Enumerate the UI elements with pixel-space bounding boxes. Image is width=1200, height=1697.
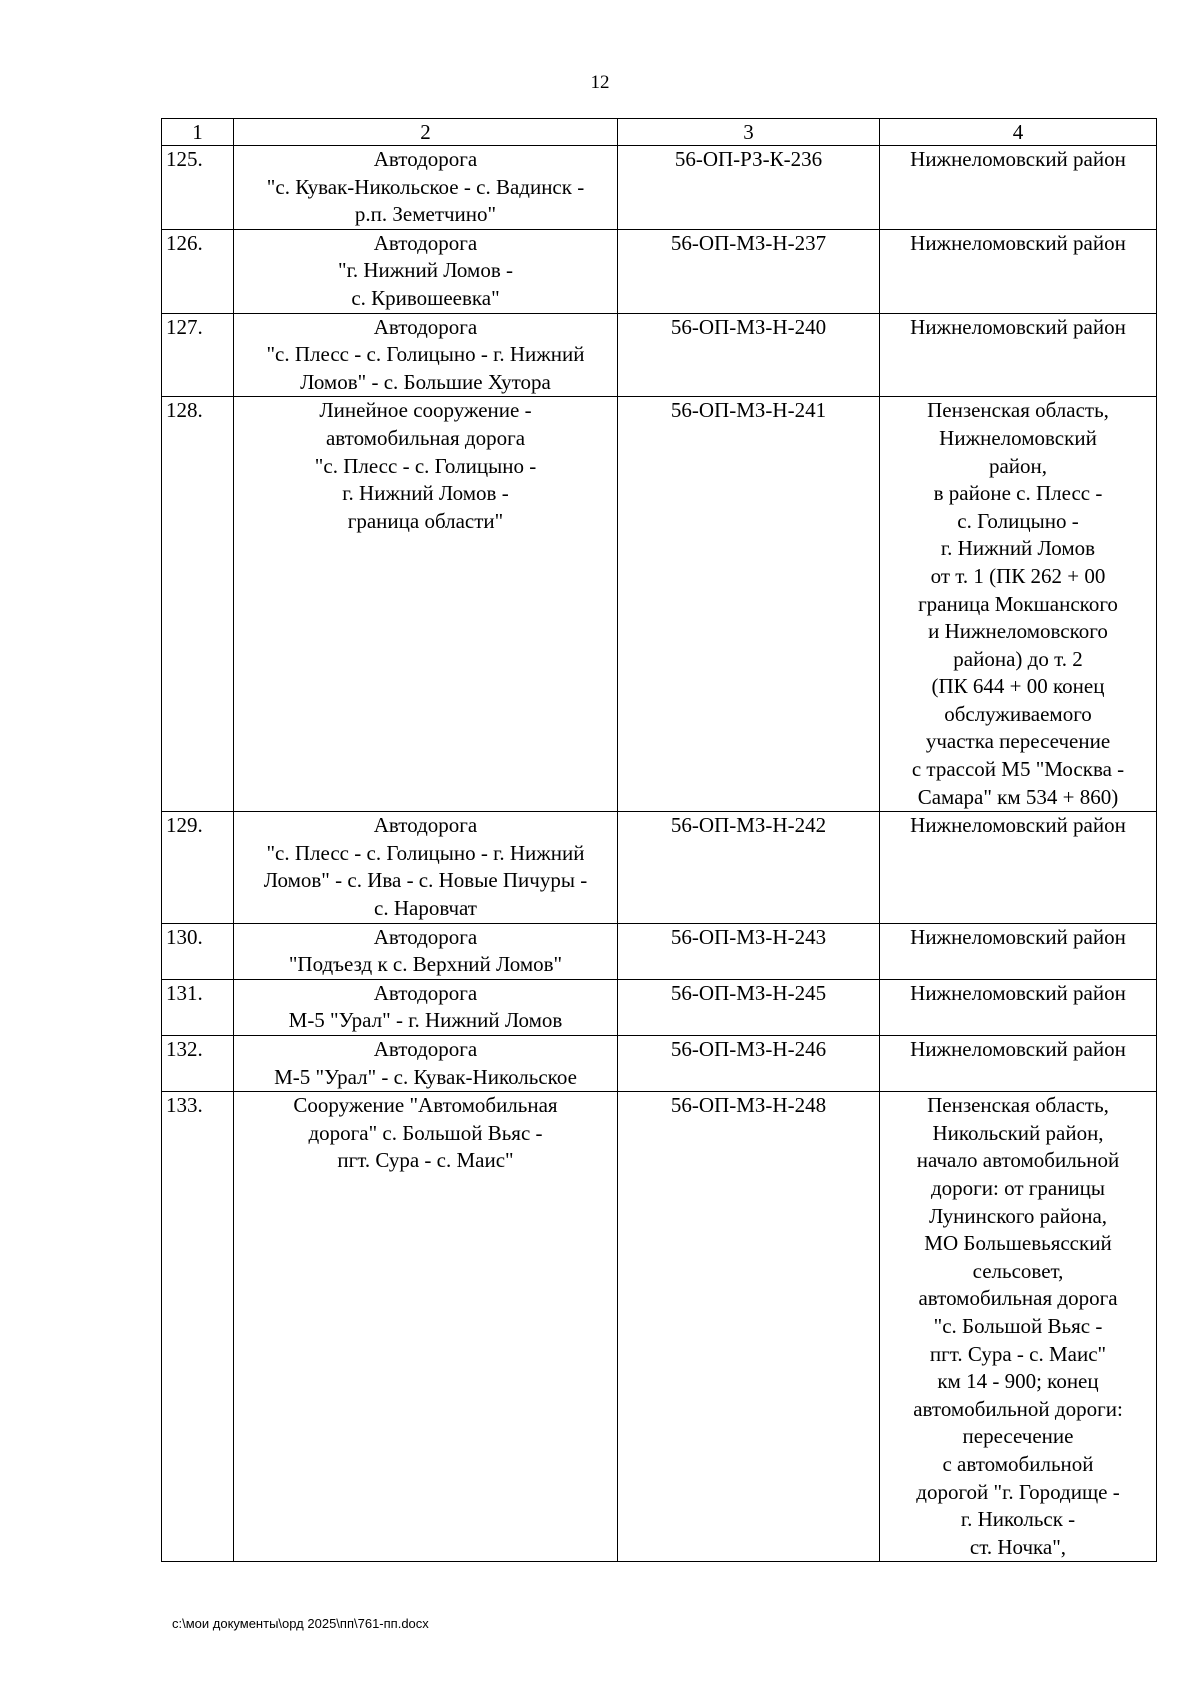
road-code-cell: 56-ОП-МЗ-Н-245	[618, 979, 880, 1035]
row-number-cell: 130.	[162, 923, 234, 979]
table-row	[162, 812, 1157, 923]
road-name-cell: Автодорога "Подъезд к с. Верхний Ломов"	[234, 923, 618, 979]
table-row	[162, 146, 1157, 230]
road-name-cell: Линейное сооружение - автомобильная дорога "с. Плесс - с. Голицыно - г. Нижний Ломов - граница области"	[234, 397, 618, 812]
row-number-cell: 128.	[162, 397, 234, 812]
page-number: 12	[590, 72, 610, 93]
road-location-cell: Нижнеломовский район	[880, 313, 1157, 397]
road-location-cell: Нижнеломовский район	[880, 229, 1157, 313]
header-cell-4: 4	[880, 119, 1157, 146]
road-name-cell: Автодорога М-5 "Урал" - с. Кувак-Никольское	[234, 1036, 618, 1092]
row-number-cell: 132.	[162, 1036, 234, 1092]
road-location-cell: Нижнеломовский район	[880, 146, 1157, 230]
row-number-cell: 131.	[162, 979, 234, 1035]
table-row	[162, 923, 1157, 979]
road-code-cell: 56-ОП-МЗ-Н-246	[618, 1036, 880, 1092]
header-cell-2: 2	[234, 119, 618, 146]
header-cell-1: 1	[162, 119, 234, 146]
table-row	[162, 313, 1157, 397]
row-number-cell: 127.	[162, 313, 234, 397]
header-cell-3: 3	[618, 119, 880, 146]
table-row	[162, 397, 1157, 812]
table-row	[162, 1092, 1157, 1562]
road-location-cell: Нижнеломовский район	[880, 923, 1157, 979]
road-code-cell: 56-ОП-МЗ-Н-241	[618, 397, 880, 812]
roads-table	[161, 118, 1157, 1562]
road-code-cell: 56-ОП-МЗ-Н-242	[618, 812, 880, 923]
road-code-cell: 56-ОП-РЗ-К-236	[618, 146, 880, 230]
road-location-cell: Нижнеломовский район	[880, 979, 1157, 1035]
road-name-cell: Автодорога М-5 "Урал" - г. Нижний Ломов	[234, 979, 618, 1035]
road-name-cell: Автодорога "с. Плесс - с. Голицыно - г. Нижний Ломов" - с. Ива - с. Новые Пичуры - с. Наровчат	[234, 812, 618, 923]
road-code-cell: 56-ОП-МЗ-Н-243	[618, 923, 880, 979]
table-header-row	[162, 119, 1157, 146]
road-code-cell: 56-ОП-МЗ-Н-237	[618, 229, 880, 313]
row-number-cell: 133.	[162, 1092, 234, 1562]
row-number-cell: 125.	[162, 146, 234, 230]
road-name-cell: Автодорога "с. Плесс - с. Голицыно - г. Нижний Ломов" - с. Большие Хутора	[234, 313, 618, 397]
table-row	[162, 1036, 1157, 1092]
road-name-cell: Сооружение "Автомобильная дорога" с. Большой Вьяс - пгт. Сура - с. Маис"	[234, 1092, 618, 1562]
road-code-cell: 56-ОП-МЗ-Н-240	[618, 313, 880, 397]
table-row	[162, 229, 1157, 313]
road-location-cell: Пензенская область, Нижнеломовский район, в районе с. Плесс - с. Голицыно - г. Нижний Ломов от т. 1 (ПК 262 + 00 граница Мокшанского и Нижнеломовского района) до т. 2 (ПК 644 + 00 конец обслуживаемого участка пересечение с трассой М5 "Москва - Самара" км 534 + 860)	[880, 397, 1157, 812]
road-location-cell: Пензенская область, Никольский район, начало автомобильной дороги: от границы Лунинского района, МО Большевьясский сельсовет, автомобильная дорога "с. Большой Вьяс - пгт. Сура - с. Маис" км 14 - 900; конец автомобильной дороги: пересечение с автомобильной дорогой "г. Городище - г. Никольск - ст. Ночка",	[880, 1092, 1157, 1562]
table-row	[162, 979, 1157, 1035]
footer-file-path: c:\мои документы\орд 2025\пп\761-пп.docx	[172, 1616, 429, 1631]
road-location-cell: Нижнеломовский район	[880, 1036, 1157, 1092]
row-number-cell: 126.	[162, 229, 234, 313]
road-name-cell: Автодорога "г. Нижний Ломов - с. Кривошеевка"	[234, 229, 618, 313]
row-number-cell: 129.	[162, 812, 234, 923]
road-code-cell: 56-ОП-МЗ-Н-248	[618, 1092, 880, 1562]
road-location-cell: Нижнеломовский район	[880, 812, 1157, 923]
road-name-cell: Автодорога "с. Кувак-Никольское - с. Вадинск - р.п. Земетчино"	[234, 146, 618, 230]
